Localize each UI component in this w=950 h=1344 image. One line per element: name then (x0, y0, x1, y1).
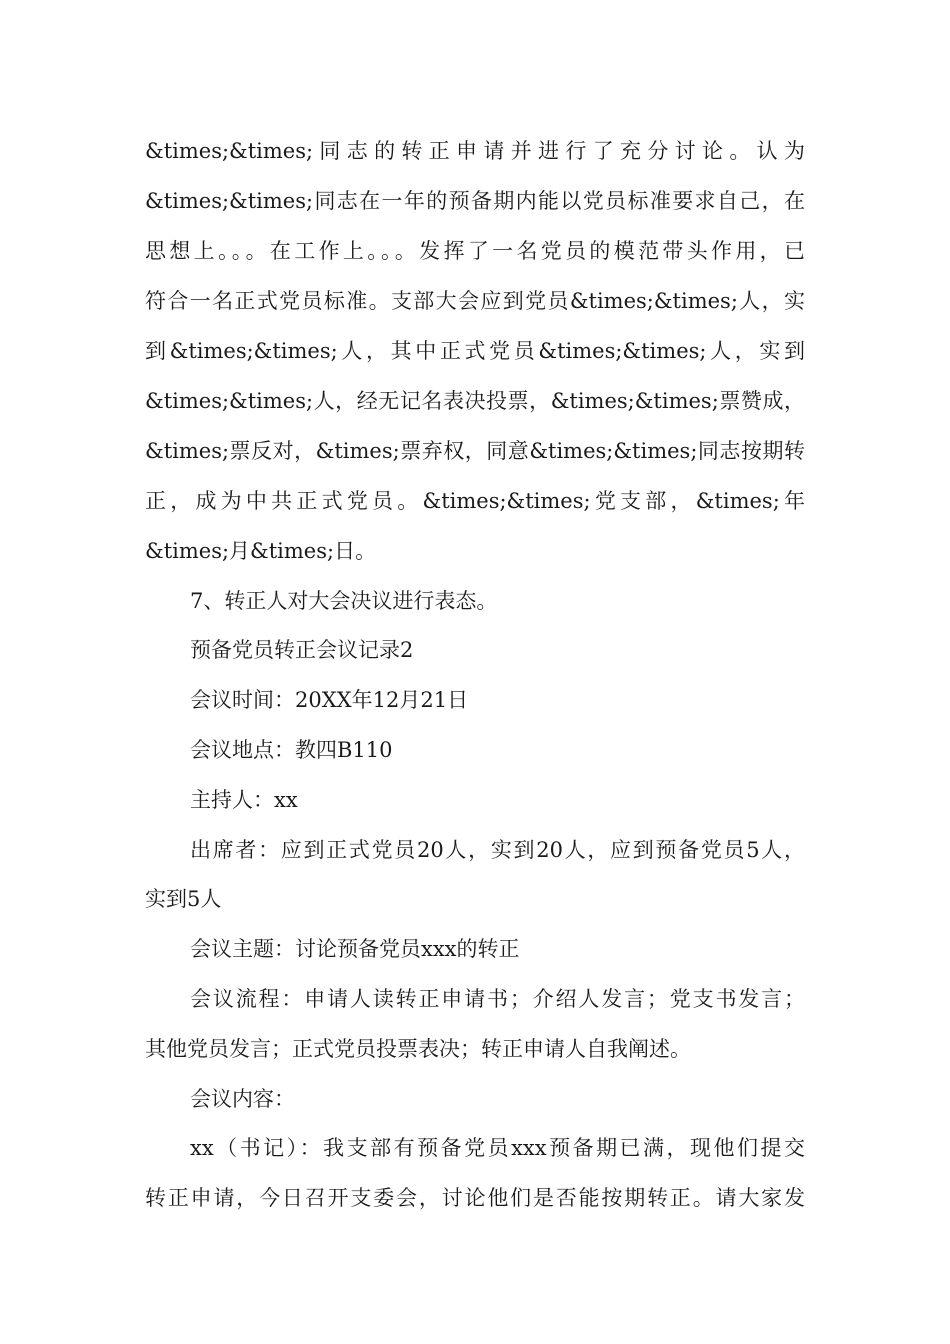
paragraph-line: 到&times;&times;人，其中正式党员&times;&times;人，实到 (145, 339, 805, 363)
content-line: 转正申请，今日召开支委会，讨论他们是否能按期转正。请大家发 (145, 1186, 805, 1210)
paragraph-line: &times;&times;同志的转正申请并进行了充分讨论。认为 (145, 139, 805, 163)
item-7: 7、转正人对大会决议进行表态。 (190, 589, 498, 613)
process-line: 会议流程：申请人读转正申请书；介绍人发言；党支书发言； (190, 987, 805, 1011)
meeting-place: 会议地点：教四B110 (190, 738, 393, 762)
meeting-theme: 会议主题：讨论预备党员xxx的转正 (190, 937, 520, 961)
attendees-line: 实到5人 (145, 887, 222, 911)
paragraph-line: &times;票反对，&times;票弃权，同意&times;&times;同志按期转 (145, 439, 805, 463)
attendees-line: 出席者：应到正式党员20人，实到20人，应到预备党员5人， (190, 838, 805, 862)
meeting-host: 主持人：xx (190, 788, 298, 812)
paragraph-line: 正，成为中共正式党员。&times;&times;党支部，&times;年 (145, 489, 805, 513)
meeting-time: 会议时间：20XX年12月21日 (190, 688, 469, 712)
paragraph-line: &times;&times;同志在一年的预备期内能以党员标准要求自己，在 (145, 189, 805, 213)
record-title: 预备党员转正会议记录2 (190, 638, 414, 662)
process-line: 其他党员发言；正式党员投票表决；转正申请人自我阐述。 (145, 1037, 691, 1061)
content-label: 会议内容： (190, 1087, 295, 1111)
paragraph-line: &times;月&times;日。 (145, 539, 377, 563)
paragraph-line: 符合一名正式党员标准。支部大会应到党员&times;&times;人，实 (145, 289, 805, 313)
paragraph-line: 思想上。。。在工作上。。。发挥了一名党员的模范带头作用，已 (145, 239, 805, 263)
content-line: xx（书记）：我支部有预备党员xxx预备期已满，现他们提交 (190, 1136, 805, 1160)
paragraph-line: &times;&times;人，经无记名表决投票，&times;&times;票赞成， (145, 389, 805, 413)
